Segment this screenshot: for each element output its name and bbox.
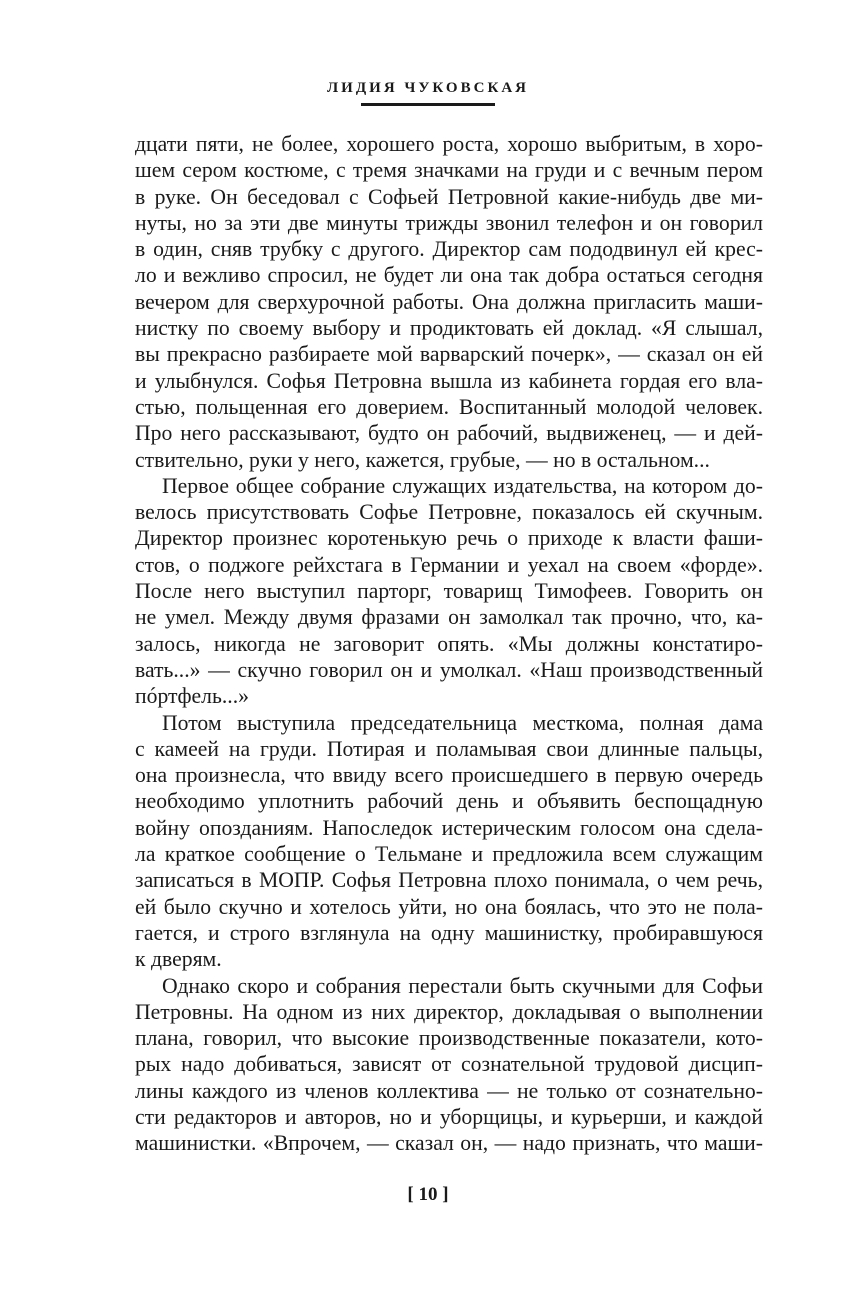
text-line: с камеей на груди. Потирая и поламывая свои длинные пальцы, xyxy=(135,736,763,761)
text-line: и улыбнулся. Софья Петровна вышла из кабинета гордая его вла- xyxy=(135,368,763,393)
text-line: не умел. Между двумя фразами он замолкал так прочно, что, ка- xyxy=(135,605,763,630)
text-line: Однако скоро и собрания перестали быть скучными для Софьи xyxy=(162,973,763,998)
text-line: вать...» — скучно говорил он и умолкал. «Наш производственный xyxy=(135,657,763,682)
text-line: дцати пяти, не более, хорошего роста, хорошо выбритым, в хоро- xyxy=(135,132,763,156)
text-line: Петровны. На одном из них директор, докладывая о выполнении xyxy=(135,999,763,1024)
text-line: После него выступил парторг, товарищ Тимофеев. Говорить он xyxy=(135,579,763,604)
running-header xyxy=(0,80,856,106)
text-line: шем сером костюме, с тремя значками на груди и с вечным пером xyxy=(135,158,763,183)
text-line: Первое общее собрание служащих издательства, на котором до- xyxy=(162,473,763,498)
text-line: в один, сняв трубку с другого. Директор сам пододвинул ей крес- xyxy=(135,237,763,262)
text-line: рых надо добиваться, зависят от сознательной трудовой дисцип- xyxy=(135,1052,763,1077)
text-line: войну опозданиям. Напоследок истерическим голосом она сдела- xyxy=(135,815,763,840)
text-line: необходимо уплотнить рабочий день и объявить беспощадную xyxy=(135,789,763,814)
text-line: Директор произнес коротенькую речь о приходе к власти фаши- xyxy=(135,526,763,551)
text-line: Про него рассказывают, будто он рабочий, выдвиженец, — и дей- xyxy=(135,421,763,446)
text-line: гается, и строго взглянула на одну машинистку, пробиравшуюся xyxy=(135,920,763,945)
text-line: вечером для сверхурочной работы. Она должна пригласить маши- xyxy=(135,289,763,314)
text-line: ей было скучно и хотелось уйти, но она боялась, что это не пола- xyxy=(135,894,763,919)
text-line: велось присутствовать Софье Петровне, показалось ей скучным. xyxy=(135,500,763,525)
main-text xyxy=(135,131,763,1157)
text-line: вы прекрасно разбираете мой варварский почерк», — сказал он ей xyxy=(135,342,763,367)
text-line: ствительно, руки у него, кажется, грубые, — но в остальном... xyxy=(135,447,710,472)
text-line: она произнесла, что ввиду всего происшедшего в первую очередь xyxy=(135,763,763,788)
text-line: записаться в МОПР. Софья Петровна плохо понимала, о чем речь, xyxy=(135,868,763,893)
text-line: нуты, но за эти две минуты трижды звонил телефон и он говорил xyxy=(135,210,763,235)
header-rule xyxy=(361,103,495,106)
text-line: в руке. Он беседовал с Софьей Петровной какие-нибудь две ми- xyxy=(135,184,763,209)
text-line: нистку по своему выбору и продиктовать ей доклад. «Я слышал, xyxy=(135,316,763,341)
text-line: стью, польщенная его доверием. Воспитанный молодой человек. xyxy=(135,394,763,419)
text-line: Потом выступила председательница месткома, полная дама xyxy=(162,710,763,735)
text-line: залось, никогда не заговорит опять. «Мы должны констатиро- xyxy=(135,631,763,656)
text-line: сти редакторов и авторов, но и уборщицы, и курьерши, и каждой xyxy=(135,1104,763,1129)
text-line: к дверям. xyxy=(135,947,222,972)
text-line: стов, о поджоге рейхстага в Германии и уехал на своем «форде». xyxy=(135,552,763,577)
text-line: пóртфель...» xyxy=(135,684,249,709)
text-line: ла краткое сообщение о Тельмане и предложила всем служащим xyxy=(135,842,763,867)
page-number: [ 10 ] xyxy=(407,1184,449,1205)
text-line: лины каждого из членов коллектива — не только от сознательно- xyxy=(135,1078,763,1103)
author-name: ЛИДИЯ ЧУКОВСКАЯ xyxy=(327,80,529,96)
text-line: машинистки. «Впрочем, — сказал он, — надо признать, что маши- xyxy=(135,1131,763,1156)
text-line: плана, говорил, что высокие производственные показатели, кото- xyxy=(135,1026,763,1051)
text-line: ло и вежливо спросил, не будет ли она так добра остаться сегодня xyxy=(135,263,763,288)
